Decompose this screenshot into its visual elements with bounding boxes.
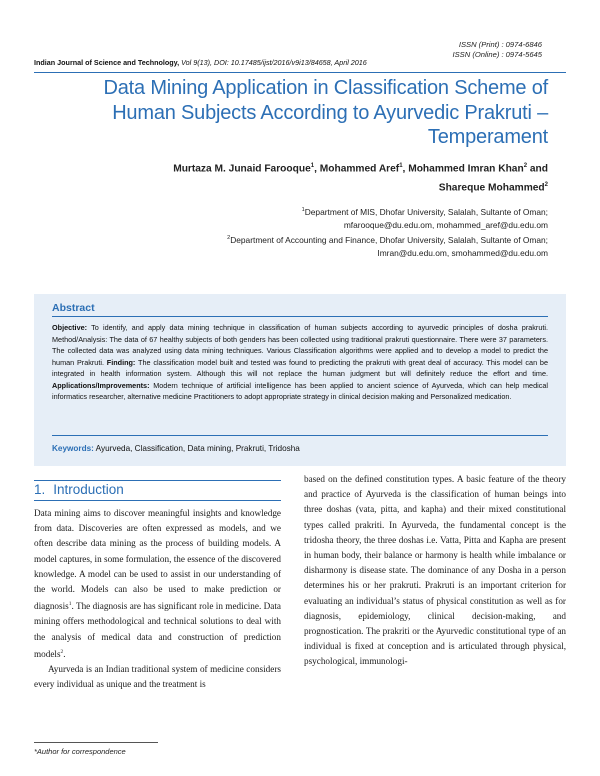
finding-label: Finding:: [106, 357, 136, 367]
citation-mark: 2: [60, 648, 64, 655]
citation-mark: 1: [68, 601, 72, 608]
applications-label: Applications/Improvements:: [52, 380, 150, 390]
author-name: Murtaza M. Junaid Farooque: [173, 163, 311, 175]
author-list: [100, 158, 548, 197]
keywords-text: Ayurveda, Classification, Data mining, Prakruti, Tridosha: [93, 444, 300, 453]
keywords-divider: [52, 435, 548, 436]
body-column-left: [34, 506, 281, 693]
paragraph-text: .: [63, 648, 66, 659]
author-name: Shareque Mohammed: [438, 182, 545, 194]
author-affil-mark: 2: [523, 163, 528, 169]
paragraph: based on the defined constitution types. A basic feature of the theory and practice of Ayurveda is the classification of human beings into three doshas (vata, pitta, and kapha) and their mixed constitutional types called prakriti. In Ayurveda, the fundamental concept is the tridosha theory, the three doshas i.e. Vatta, Pitta and Kapha are present in human body, their balance or harmony is health while imbalance or disharmony is disease state. The dominance of any Dosha in a person determines his or her prakruti. Prakruti is an important criterion for evaluating an individual’s status of physical constitution as well as for diagnosis, epidemiology, clinical decision-making, and prognostication. The prakriti or the Ayurvedic constitutional type of an individual is fixed at conception and is articulated through physical, psychological, immunologi-: [304, 474, 566, 667]
finding-text: The classification model built and tested was found to predicting the prakruti with great deal of accuracy. This model can be integrated in health information system. Although this will not replace the human judgment but will definitely reduce the effort and time.: [52, 357, 548, 378]
journal-details: Vol 9(13), DOI: 10.17485/ijst/2016/v9i13/84658, April 2016: [181, 58, 367, 67]
affiliation-text: Department of MIS, Dhofar University, Salalah, Sultante of Oman;: [304, 206, 548, 217]
objective-text: To identify, and apply data mining technique in classification of human subjects according to ayurvedic principles of dosha prakruti. Method/Analysis: The data of 67 healthy subjects of both genders has been collected using traditional prakruti questionnaire. There were 37 parameters. The collected data was analyzed using data mining techniques. Various Classification algorithms were applied and to develop a model to predict the human Prakruti.: [52, 323, 548, 367]
footnote-rule: [34, 742, 158, 743]
section-bottom-rule: [34, 500, 281, 501]
header-divider: [34, 72, 566, 73]
affiliation-mark: 2: [227, 234, 231, 241]
body-column-right: [304, 472, 566, 670]
author-affil-mark: 1: [399, 163, 403, 169]
affiliation-1-emails: mfarooque@du.edu.om, mohammed_aref@du.edu.om: [343, 219, 548, 230]
paragraph-text: . The diagnosis are has significant role in medicine. Data mining offers methodological and technical solutions to deal with the analysis of medical data and construction of prediction models: [34, 601, 281, 659]
affiliation-mark: 1: [301, 207, 305, 213]
objective-label: Objective:: [52, 323, 88, 332]
author-name: Mohammed Imran Khan: [408, 163, 524, 175]
issn-print: ISSN (Print) : 0974-6846: [458, 40, 542, 49]
affiliation-2-emails: Imran@du.edu.om, smohammed@du.edu.om: [377, 247, 548, 258]
author-affil-mark: 2: [544, 182, 548, 189]
section-title: Introduction: [53, 482, 124, 497]
paper-title: Data Mining Application in Classification Scheme of Human Subjects According to Ayurvedic Prakruti – Temperament: [103, 77, 548, 148]
affiliation-2: [100, 232, 548, 247]
journal-name: Indian Journal of Science and Technology,: [34, 58, 180, 67]
journal-citation: [34, 58, 367, 67]
affiliation-1: [100, 204, 548, 219]
author-affil-mark: 1: [310, 163, 315, 169]
paragraph: [34, 506, 281, 662]
paragraph-text: Data mining aims to discover meaningful insights and knowledge from data. Discoveries are often expressed as models, and we often describe data mining as the process of building models. A model captures, in some formulation, the essence of the discovered knowledge. A model can be used to assist in our understanding of the world. Models can also be used to make prediction or diagnosis: [34, 508, 281, 612]
section-heading-introduction: [34, 482, 124, 497]
footnote: *Author for correspondence: [34, 747, 126, 756]
author-separator: ,: [402, 163, 409, 175]
author-separator: and: [527, 163, 548, 175]
abstract-body: [52, 322, 548, 403]
abstract-heading: Abstract: [52, 302, 95, 314]
section-number: 1.: [34, 482, 46, 497]
keywords-label: Keywords:: [52, 444, 94, 453]
author-name: Mohammed Aref: [319, 163, 400, 175]
paragraph: Ayurveda is an Indian traditional system of medicine considers every individual as unique and the treatment is: [34, 664, 281, 690]
author-separator: ,: [314, 163, 320, 175]
affiliations: [100, 204, 548, 260]
abstract-divider: [52, 316, 548, 317]
issn-online: ISSN (Online) : 0974-5645: [452, 50, 542, 59]
issn-block: [453, 40, 543, 60]
applications-text: Modern technique of artificial intelligence has been applied to ancient science of Ayurveda, which can help medical informatics researcher, alternative medicine Practitioners to adopt appropriate strategy in clinical decision making and Personalized medication.: [52, 380, 548, 401]
affiliation-text: Department of Accounting and Finance, Dhofar University, Salalah, Sultante of Oman;: [230, 234, 548, 245]
keywords: [52, 444, 300, 453]
